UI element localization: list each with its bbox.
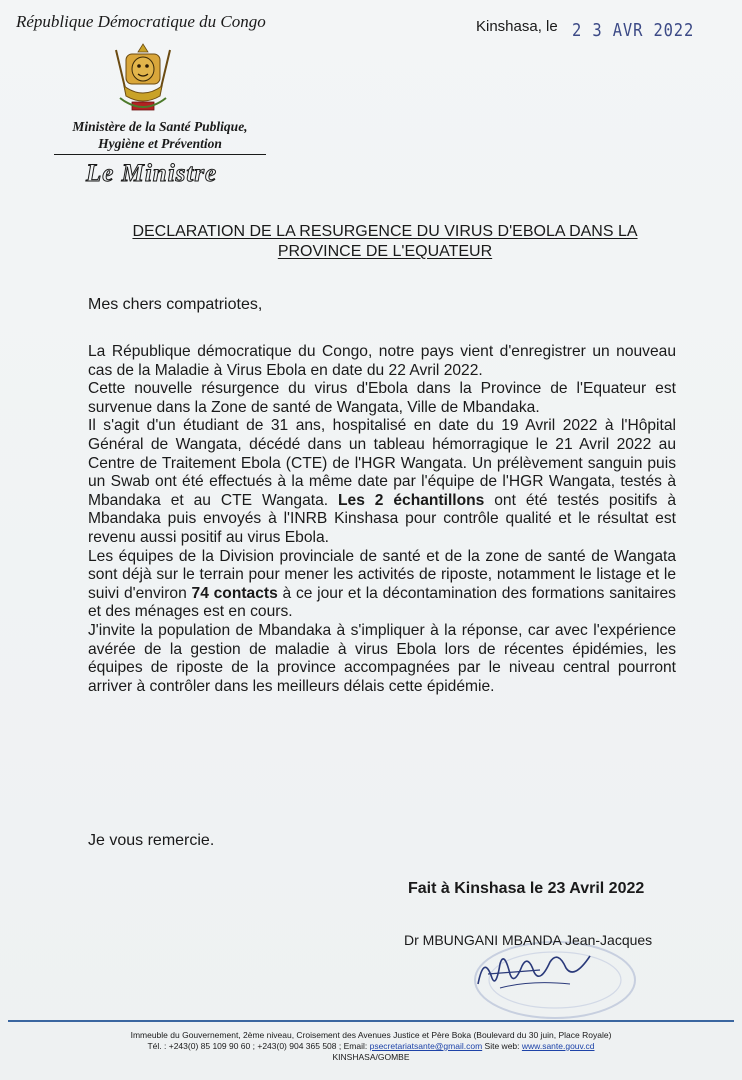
paragraph-3-part-b: ont été testés positifs à Mbandaka puis envoyés à l'INRB Kinshasa pour contrôle qualité et le résultat est revenu aussi positif au virus Ebola. — [88, 491, 676, 546]
paragraph-5: J'invite la population de Mbandaka à s'impliquer à la réponse, car avec l'expérience avérée de la gestion de maladie à virus Ebola lors de récentes épidémies, les équipes de riposte de la province accompagnées par le niveau central pourront arriver à contrôler dans les meilleurs délais cette épidémie. — [88, 621, 676, 695]
footer-web-label: Site web: — [484, 1041, 520, 1051]
footer — [0, 1030, 742, 1063]
paragraph-2: Cette nouvelle résurgence du virus d'Ebola dans la Province de l'Equateur est survenue dans la Zone de santé de Wangata, Ville de Mbandaka. — [88, 380, 676, 416]
footer-website-link[interactable]: www.sante.gouv.cd — [521, 1041, 595, 1051]
footer-contact — [0, 1041, 742, 1052]
contacts-highlight: 74 contacts — [191, 584, 278, 602]
country-name: République Démocratique du Congo — [16, 12, 266, 31]
paragraph-4-part-b: à ce jour et la décontamination des formations sanitaires et des ménages est en cours. — [88, 584, 676, 621]
handwritten-signature-icon — [470, 944, 600, 994]
closing-line: Je vous remercie. — [88, 832, 215, 849]
paragraph-4-part-a: Les équipes de la Division provinciale de santé et de la zone de santé de Wangata sont déjà sur le terrain pour mener les activités de riposte, notamment le listage et le suivi d'environ — [88, 547, 676, 602]
paragraph-3 — [88, 417, 676, 547]
paragraph-3-part-a: Il s'agit d'un étudiant de 31 ans, hospitalisé en date du 19 Avril 2022 à l'Hôpital Général de Wangata, décédé dans un tableau hémorragique le 21 Avril 2022 au Centre de Traitement Ebola (CTE) de l'HGR Wangata. Un prélèvement sanguin puis un Swab ont été effectués à la même date par l'équipe de l'HGR Wangata, testés à Mbandaka et au CTE Wangata. — [88, 417, 676, 509]
footer-tel: Tél. : +243(0) 85 109 90 60 ; +243(0) 904 365 508 ; Email: — [147, 1041, 368, 1051]
place-label: Kinshasa, le — [476, 18, 558, 35]
signer-name: Dr MBUNGANI MBANDA Jean-Jacques — [404, 932, 653, 948]
minister-heading: Le Ministre — [86, 160, 218, 187]
letter-body — [88, 343, 676, 696]
title-line-2: PROVINCE DE L'EQUATEUR — [277, 243, 493, 260]
salutation: Mes chers compatriotes, — [88, 296, 263, 313]
ministry-underline — [54, 154, 266, 155]
title-line-1: DECLARATION DE LA RESURGENCE DU VIRUS D'EBOLA DANS LA — [132, 223, 638, 240]
coat-of-arms-emblem-icon — [112, 40, 174, 120]
footer-email-link[interactable]: psecretariatsante@gmail.com — [369, 1041, 483, 1051]
declaration-title — [90, 222, 680, 262]
place-and-date: Fait à Kinshasa le 23 Avril 2022 — [408, 880, 645, 897]
ministry-line-1: Ministère de la Santé Publique, — [72, 119, 248, 134]
ministry-name — [48, 118, 272, 152]
footer-city: KINSHASA/GOMBE — [332, 1052, 410, 1062]
ministry-line-2: Hygiène et Prévention — [98, 136, 222, 151]
footer-divider — [8, 1020, 734, 1022]
paragraph-1: La République démocratique du Congo, notre pays vient d'enregistrer un nouveau cas de la Maladie à Virus Ebola en date du 22 Avril 2022. — [88, 343, 676, 379]
footer-address: Immeuble du Gouvernement, 2ème niveau, Croisement des Avenues Justice et Père Boka (Boulevard du 30 juin, Place Royale) — [130, 1030, 612, 1040]
paragraph-4 — [88, 548, 676, 622]
date-stamp: 2 3 AVR 2022 — [572, 20, 695, 41]
samples-highlight: Les 2 échantillons — [338, 491, 485, 509]
